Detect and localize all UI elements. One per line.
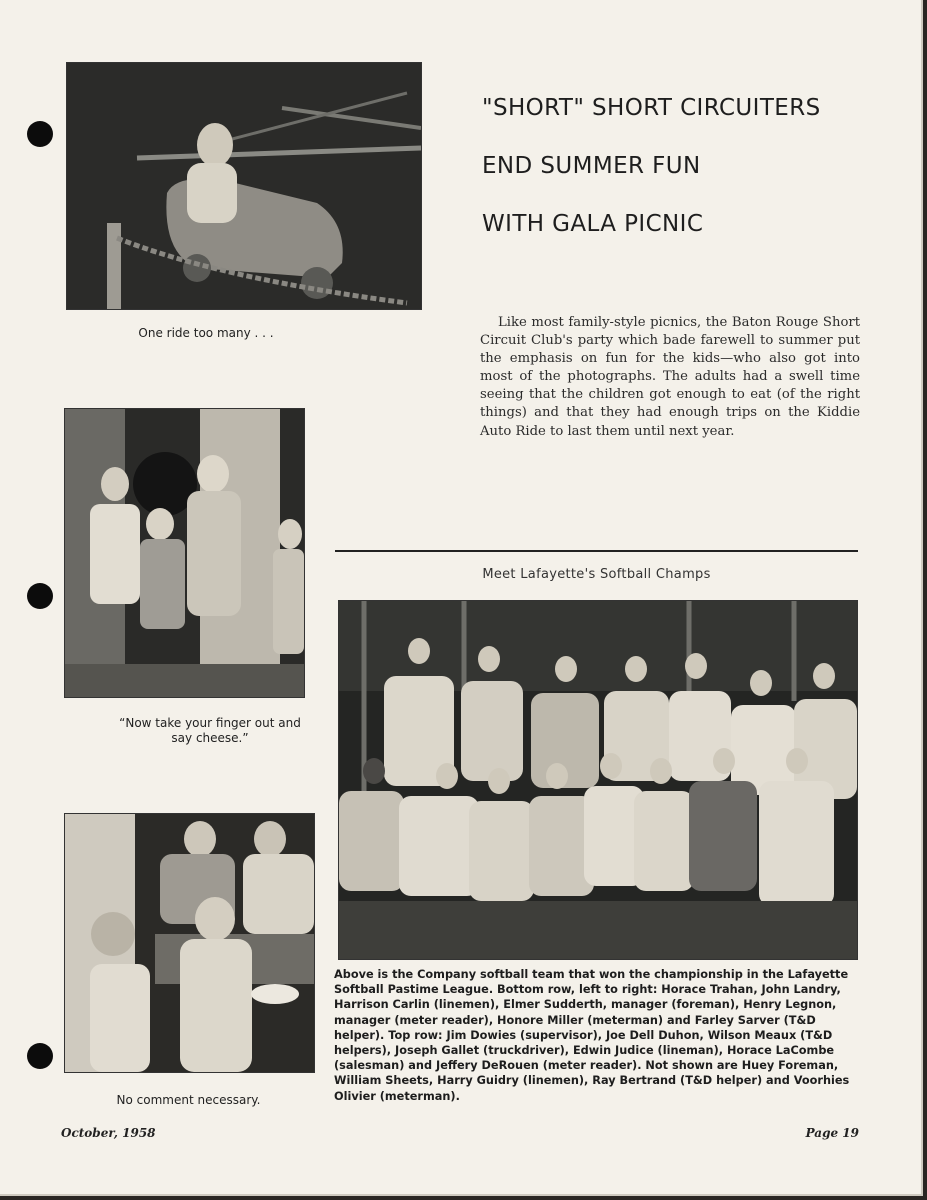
softball-team-caption: Above is the Company softball team that won the championship in the Lafayette Softball Pastime League. Bottom row, left to right: Horace Trahan, John Landry, Harrison Carlin (linemen), Elmer Sudderth, manager (foreman), Henry Legnon, manager (meter reader), Honore Miller (meterman) and Farley Sarver (T&D helper). Top row: Jim Dowies (supervisor), Joe Dell Duhon, Wilson Meaux (T&D helpers), Joseph Gallet (truckdriver), Edwin Judice (lineman), Horace LaCombe (salesman) and Jeffery DeRouen (meter reader). Not shown are Huey Foreman, William Sheets, Harry Guidry (linemen), Ray Bertrand (T&D helper) and Voorhies Olivier (meterman).: [334, 968, 850, 1103]
softball-team-photo: [338, 600, 858, 960]
article-body: Like most family-style picnics, the Baton Rouge Short Circuit Club's party which bade farewell to summer put the emphasis on fun for the kids—who also got into most of the photographs. The adults had a swell time seeing that the children got enough to eat (of the right things) and that they had enough trips on the Kiddie Auto Ride to last them until next year.: [480, 315, 860, 439]
footer-page-number: Page 19: [805, 1126, 859, 1140]
headline-line-1: "SHORT" SHORT CIRCUITERS: [482, 95, 821, 121]
children-group-caption: “Now take your finger out and say cheese.”: [119, 716, 301, 745]
footer-date: October, 1958: [61, 1126, 156, 1140]
headline-line-3: WITH GALA PICNIC: [482, 211, 704, 237]
binder-hole-top: [27, 121, 53, 147]
food-table-photo: [64, 813, 315, 1073]
binder-hole-middle: [27, 583, 53, 609]
kiddie-ride-photo: [66, 62, 422, 310]
softball-section-title: Meet Lafayette's Softball Champs: [482, 567, 711, 582]
kiddie-ride-caption: One ride too many . . .: [138, 326, 274, 340]
food-table-caption: No comment necessary.: [116, 1093, 261, 1107]
section-divider: [335, 550, 858, 552]
children-group-photo: [64, 408, 305, 698]
headline-line-2: END SUMMER FUN: [482, 153, 701, 179]
binder-hole-bottom: [27, 1043, 53, 1069]
